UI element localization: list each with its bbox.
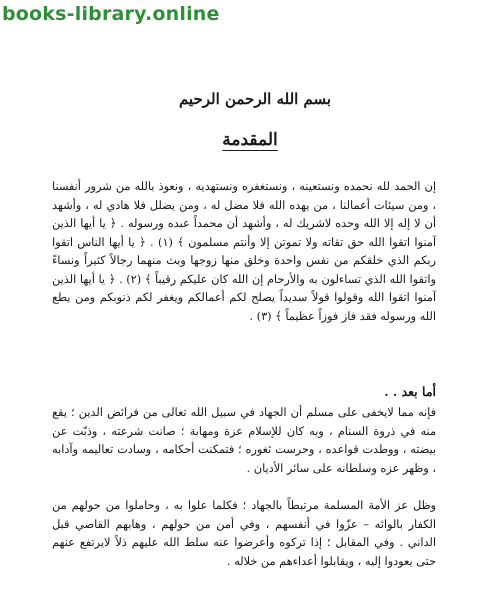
site-watermark: books-library.online (2, 3, 220, 25)
basmala-heading: بسم الله الرحمن الرحيم (178, 90, 332, 108)
body-paragraph-2: وظل عز الأمة المسلمة مرتبطاً بالجهاد ؛ فكلما علوا به ، وحاملوا من حولهم من الكفار بالوائه – عزّوا في أنفسهم ، وفي أمن من حولهم ، وهابهم القاصي قبل الداني . وفي المقابل ؛ إذا تركوه وأعرضوا عنه سلط الله عليهم ذلاً لايرتفع عنهم حتى يعودوا إليه ، ويقابلوا أعداءهم من خلاله . (52, 499, 436, 568)
page-title: المقدمة (222, 130, 278, 150)
body-paragraph-1: فإنه مما لايخفى على مسلم أن الجهاد في سبيل الله تعالى من فرائض الدين ؛ يقع منه في ذروة السنام ، وبه كان للإسلام عزة ومهابة ؛ صانت شرعته ، وذبّت عن بيضته ، ووطدت قواعده ، وحرست ثغوره ؛ فتمكنت أحكامه ، وسادت تعاليمه وآدابه ، وظهر عزه وسلطانه على سائر الأديان . (52, 406, 436, 475)
intro-paragraph: إن الحمد لله نحمده ونستعينه ، ونستغفره ونستهديه ، ونعوذ بالله من شرور أنفسنا ، ومن سيئات أعمالنا ، من يهده الله فلا مضل له ، ومن يضلل فلا هادي له ، وأشهد أن لا إله إلا الله وحده لاشريك له ، وأشهد أن محمداً عبده ورسوله . ﴿ يا أيها الذين آمنوا اتقوا الله حق تقاته ولا تموتن إلا وأنتم مسلمون ﴾ (١) . ﴿ يا أيها الناس اتقوا ربكم الذي خلقكم من نفس واحدة وخلق منها زوجها وبث منهما رجالاً كثيراً ونساءً واتقوا الله الذي تساءلون به والأرحام إن الله كان عليكم رقيباً ﴾ (٢) . ﴿ يا أيها الذين آمنوا اتقوا الله وقولوا قولاً سديداً يصلح لكم أعمالكم ويغفر لكم ذنوبكم ومن يطع الله ورسوله فقد فاز فوزاً عظيماً ﴾ (٣) . (52, 180, 436, 323)
section-heading: أما بعد . . (384, 384, 436, 399)
